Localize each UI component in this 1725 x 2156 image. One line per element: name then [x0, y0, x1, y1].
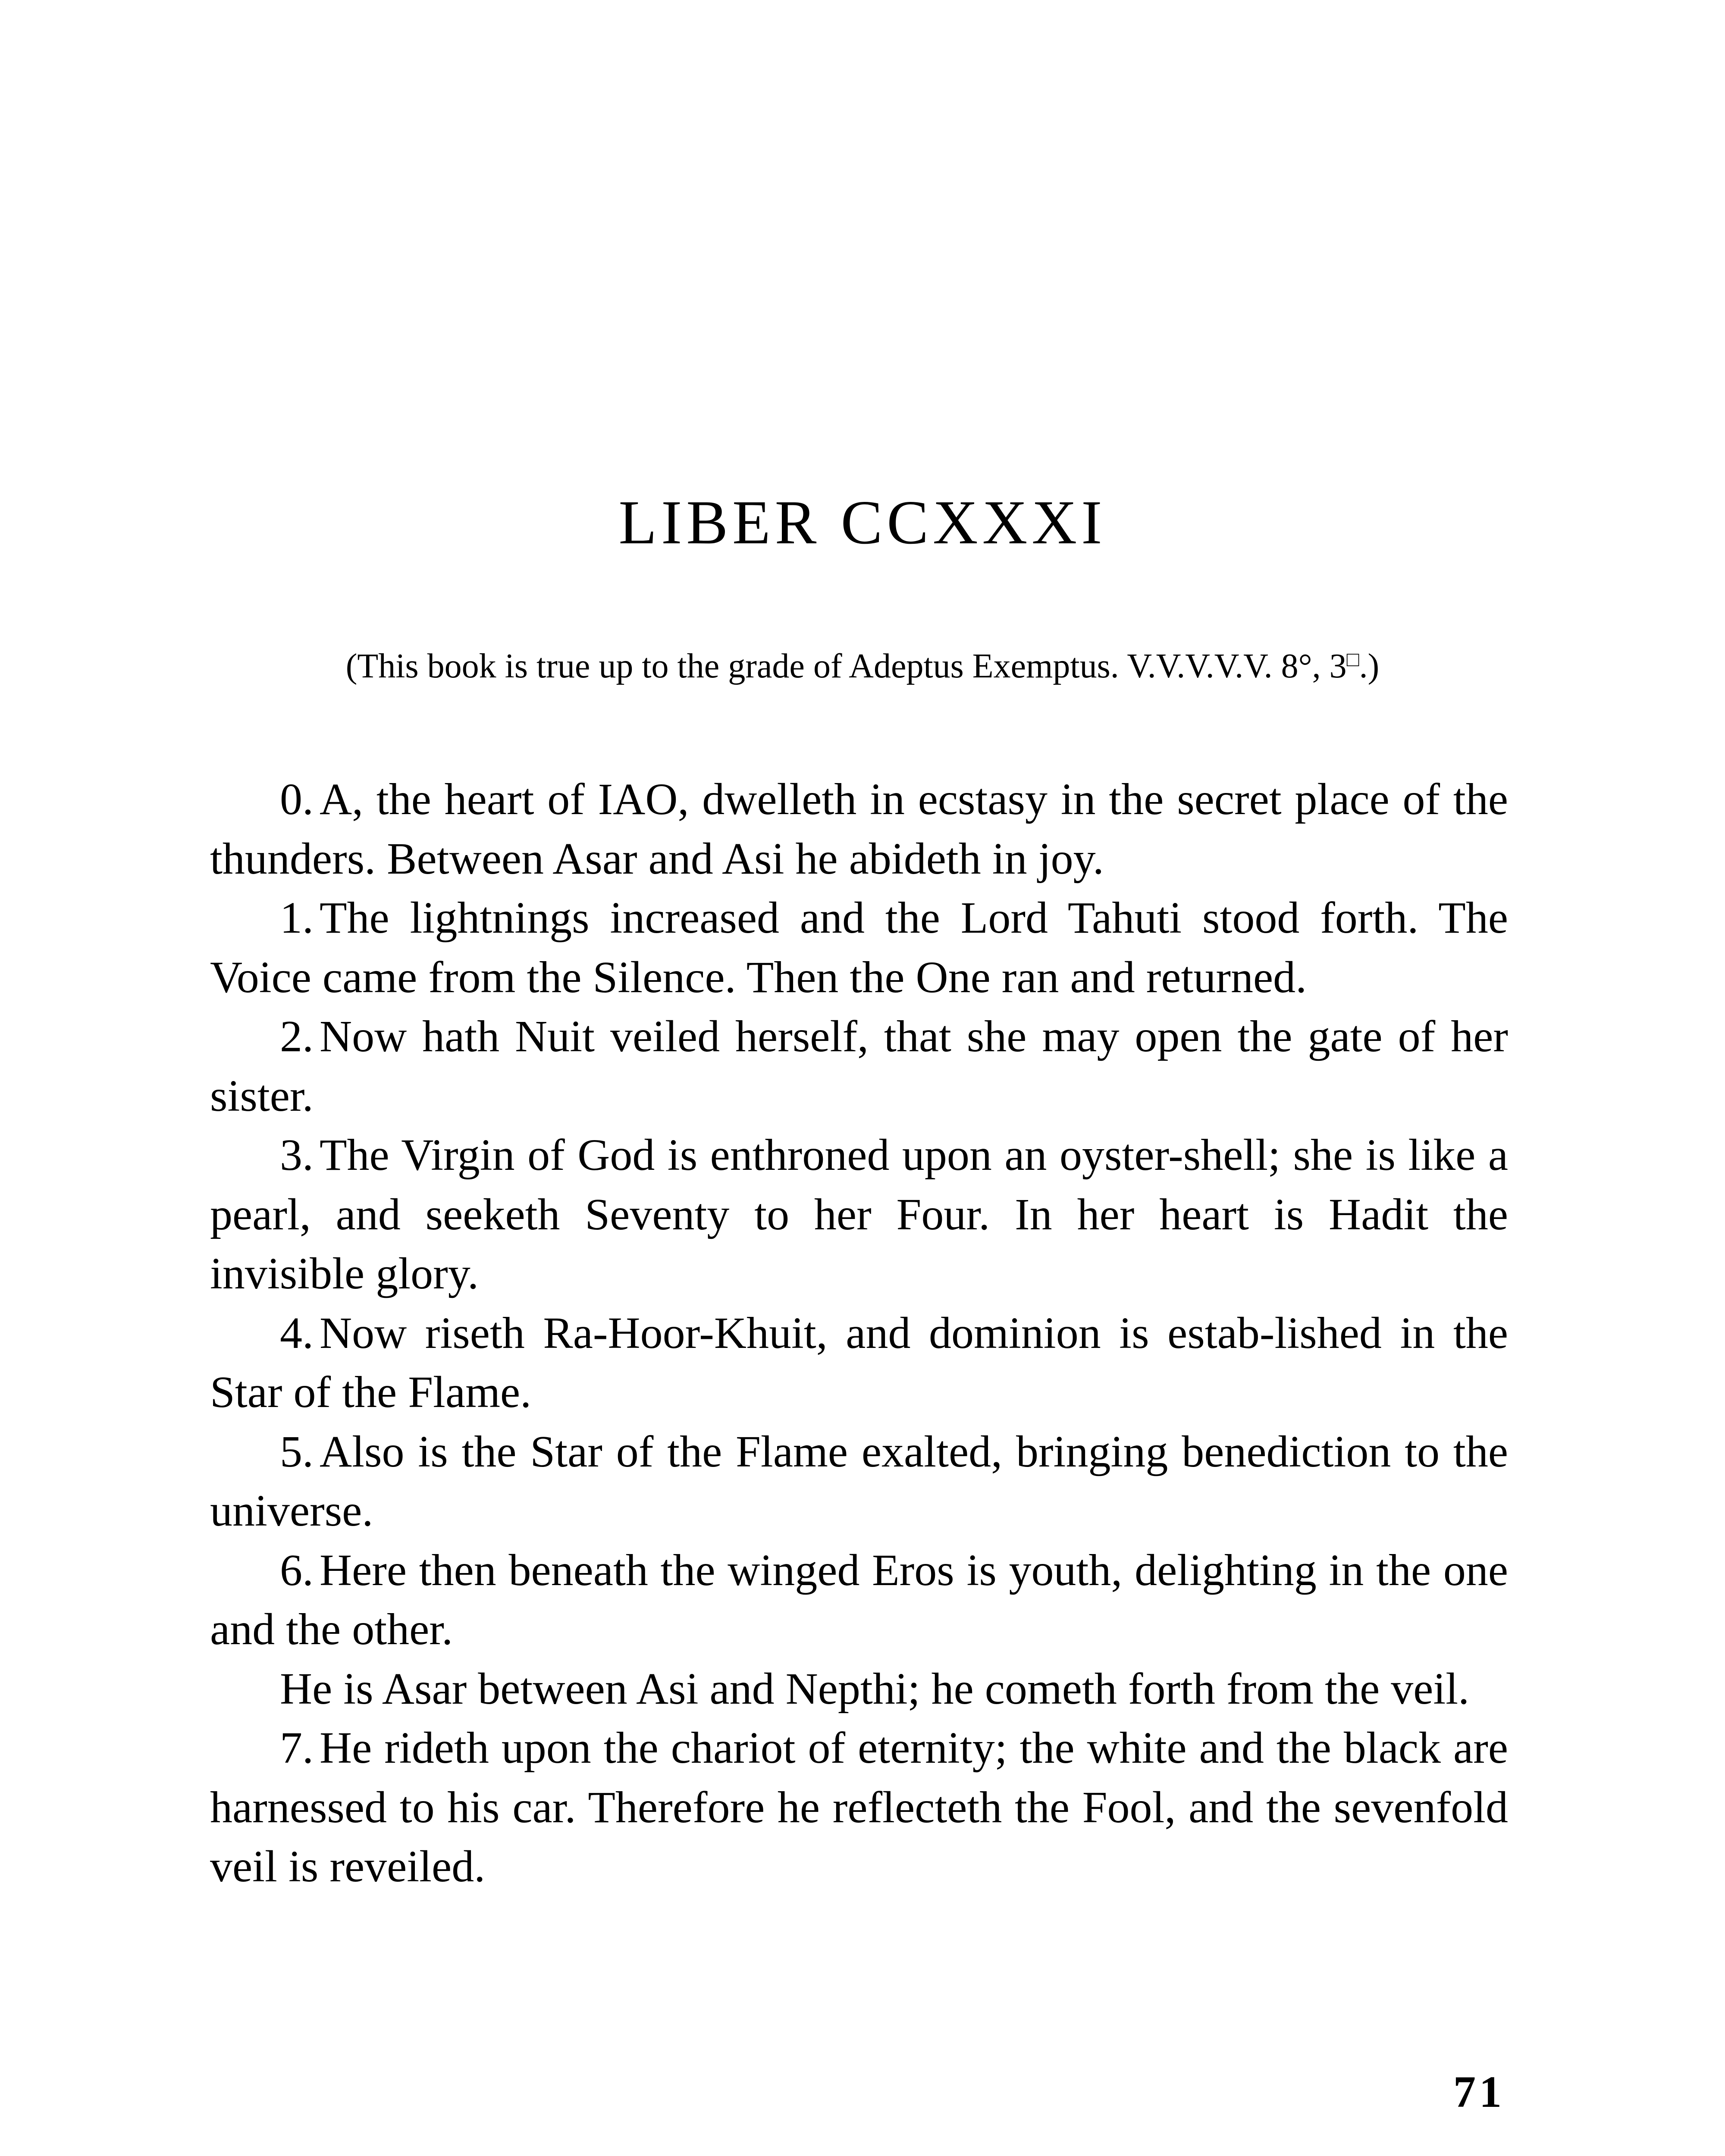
- verse-list: [210, 770, 1508, 1896]
- page-title: LIBER CCXXXI: [618, 488, 1107, 557]
- verse-number: 2.: [280, 1012, 314, 1061]
- verse-text: Here then beneath the winged Eros is youth, delighting in the one and the other.: [210, 1545, 1508, 1654]
- verse-text: The Virgin of God is enthroned upon an oyster-shell; she is like a pearl, and seeketh Seventy to her Four. In her heart is Hadit the invisible glory.: [210, 1130, 1508, 1298]
- verse-text: Now hath Nuit veiled herself, that she may open the gate of her sister.: [210, 1012, 1508, 1121]
- verse-number: 1.: [280, 893, 314, 943]
- verse-7: [210, 1718, 1508, 1896]
- verse-5: [210, 1422, 1508, 1541]
- verse-number: 5.: [280, 1426, 314, 1476]
- verse-number: 6.: [280, 1545, 314, 1595]
- verse-text: The lightnings increased and the Lord Tahuti stood forth. The Voice came from the Silence. Then the One ran and returned.: [210, 893, 1508, 1002]
- page-number: 71: [1453, 2067, 1505, 2117]
- subtitle-close: .): [1359, 647, 1380, 685]
- verse-number: 0.: [280, 774, 314, 824]
- verse-1: [210, 888, 1508, 1007]
- verse-4: [210, 1304, 1508, 1422]
- verse-2: [210, 1007, 1508, 1125]
- grade-mark: □: [1346, 648, 1359, 671]
- verse-number: 7.: [280, 1723, 314, 1773]
- verse-text: He rideth upon the chariot of eternity; the white and the black are harnessed to his car. Therefore he reflecteth the Fool, and the sevenfold veil is reveiled.: [210, 1723, 1508, 1891]
- verse-text: Also is the Star of the Flame exalted, bringing benediction to the universe.: [210, 1426, 1508, 1536]
- verse-6-continuation: [210, 1659, 1508, 1719]
- subtitle-text: (This book is true up to the grade of Adeptus Exemptus. V.V.V.V.V. 8°, 3: [345, 647, 1347, 685]
- subtitle-note: [0, 649, 1725, 683]
- verse-number: 4.: [280, 1308, 314, 1358]
- verse-0: [210, 770, 1508, 888]
- verse-text: Now riseth Ra-Hoor-Khuit, and dominion is estab-lished in the Star of the Flame.: [210, 1308, 1508, 1417]
- verse-number: 3.: [280, 1130, 314, 1180]
- verse-text: He is Asar between Asi and Nepthi; he cometh forth from the veil.: [280, 1664, 1470, 1714]
- verse-text: A, the heart of IAO, dwelleth in ecstasy in the secret place of the thunders. Between Asar and Asi he abideth in joy.: [210, 774, 1508, 884]
- verse-3: [210, 1125, 1508, 1304]
- verse-6: [210, 1541, 1508, 1659]
